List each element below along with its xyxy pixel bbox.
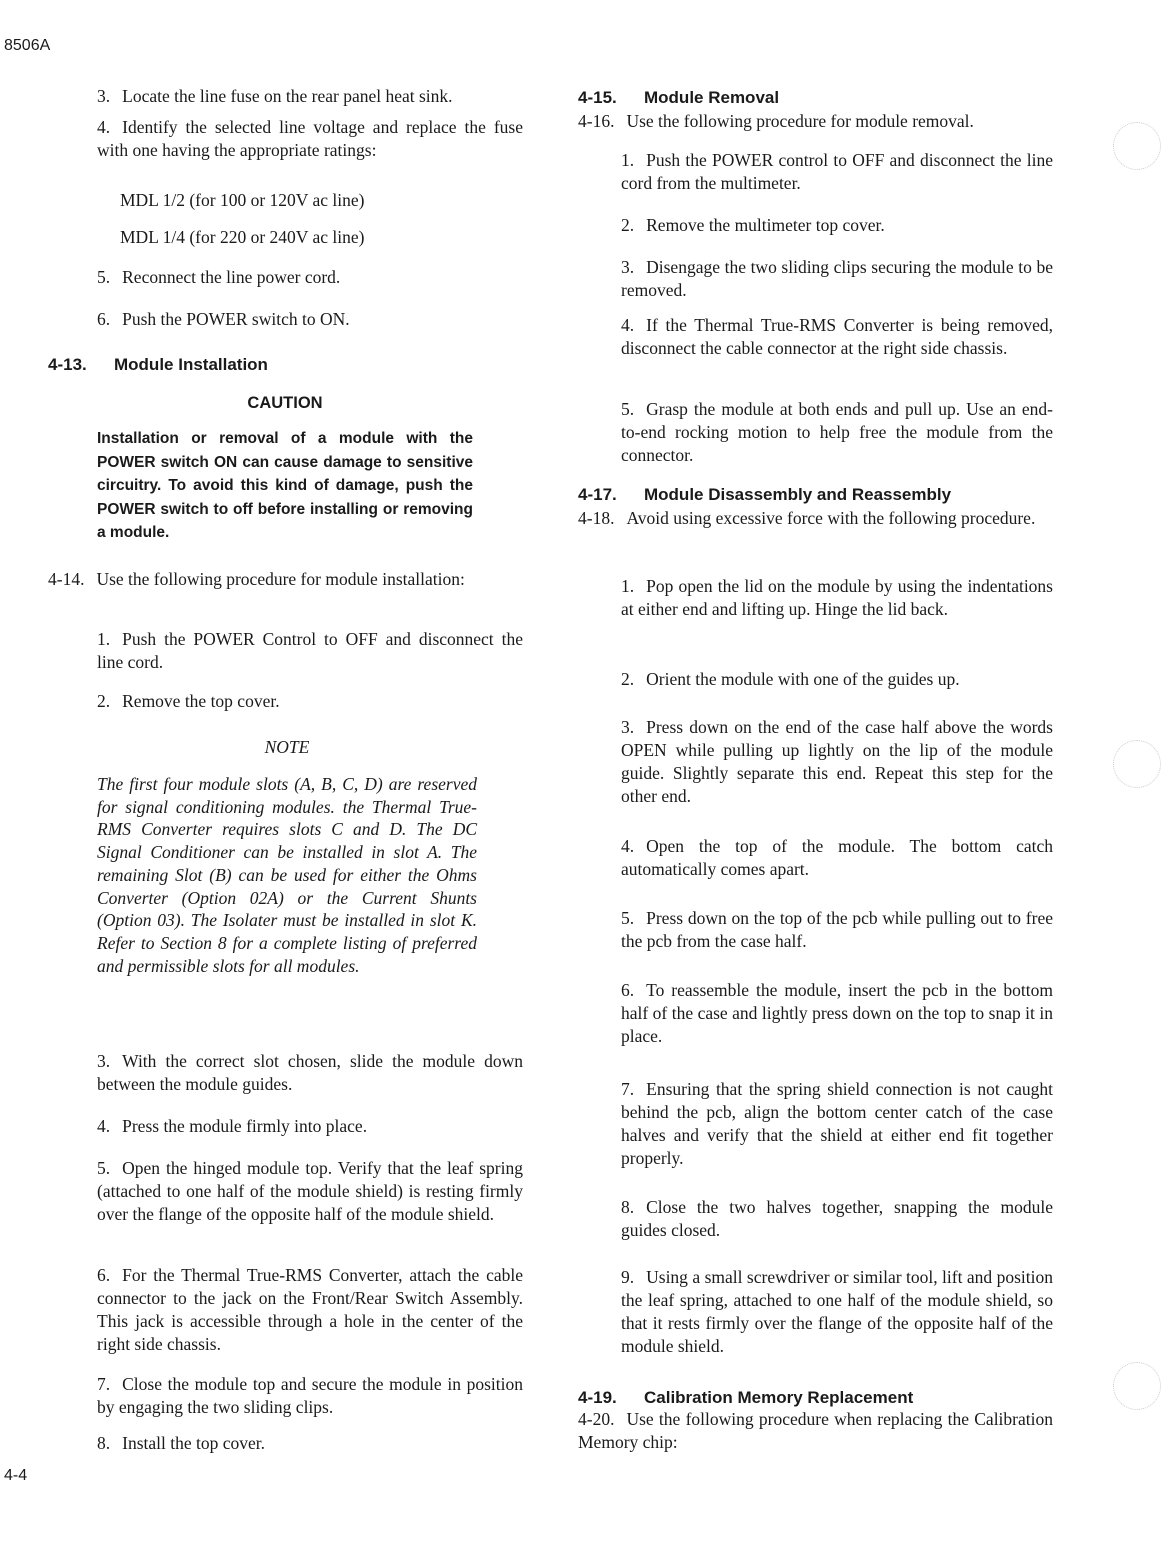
step-number: 5. bbox=[97, 1158, 111, 1178]
step bbox=[97, 266, 523, 289]
step-text: Press down on the end of the case half above the words OPEN while pulling up lightly on the lip of the module guide. Slightly separate this end. Repeat this step for the other end. bbox=[621, 717, 1053, 806]
step-text: Grasp the module at both ends and pull up. Use an end-to-end rocking motion to help free the module from the connector. bbox=[621, 399, 1053, 465]
step-text: Push the POWER Control to OFF and disconnect the line cord. bbox=[97, 629, 523, 672]
step-number: 2. bbox=[97, 691, 111, 711]
step-text: If the Thermal True-RMS Converter is being removed, disconnect the cable connector at the right side chassis. bbox=[621, 315, 1053, 358]
paragraph bbox=[578, 1408, 1053, 1454]
step bbox=[621, 314, 1053, 360]
caution-title: CAUTION bbox=[247, 394, 323, 412]
step-text: Remove the top cover. bbox=[122, 691, 280, 711]
paragraph-text: Use the following procedure for module installation: bbox=[96, 569, 465, 589]
step-text: Locate the line fuse on the rear panel heat sink. bbox=[122, 86, 453, 106]
paragraph bbox=[48, 568, 523, 591]
paragraph-text: Use the following procedure for module removal. bbox=[626, 111, 974, 131]
step bbox=[621, 668, 1053, 691]
step-text: Remove the multimeter top cover. bbox=[646, 215, 885, 235]
step bbox=[621, 835, 1053, 881]
step-number: 4. bbox=[621, 315, 635, 335]
step-text: Press down on the top of the pcb while pulling out to free the pcb from the case half. bbox=[621, 908, 1053, 951]
step-number: 7. bbox=[97, 1374, 111, 1394]
step-text: Identify the selected line voltage and replace the fuse with one having the appropriate ratings: bbox=[97, 117, 523, 160]
step-number: 5. bbox=[97, 267, 111, 287]
binder-hole bbox=[1113, 1362, 1161, 1410]
step-text: Pop open the lid on the module by using the indentations at either end and lifting up. Hinge the lid back. bbox=[621, 576, 1053, 619]
step-text: Open the hinged module top. Verify that the leaf spring (attached to one half of the module shield) is resting firmly over the flange of the opposite half of the module shield. bbox=[97, 1158, 523, 1224]
note-title: NOTE bbox=[264, 737, 310, 757]
step-number: 1. bbox=[97, 629, 111, 649]
step-number: 4. bbox=[621, 836, 635, 856]
fuse-rating: MDL 1/2 (for 100 or 120V ac line) bbox=[120, 190, 365, 210]
section-heading bbox=[578, 483, 951, 506]
step-number: 3. bbox=[97, 1051, 111, 1071]
step-number: 8. bbox=[97, 1433, 111, 1453]
step bbox=[621, 1266, 1053, 1358]
step-number: 5. bbox=[621, 908, 635, 928]
step bbox=[97, 308, 523, 331]
paragraph-text: Avoid using excessive force with the following procedure. bbox=[626, 508, 1036, 528]
step-text: Reconnect the line power cord. bbox=[122, 267, 341, 287]
step-number: 7. bbox=[621, 1079, 635, 1099]
section-title: Calibration Memory Replacement bbox=[644, 1388, 914, 1407]
step bbox=[97, 1157, 523, 1226]
step-text: Ensuring that the spring shield connection is not caught behind the pcb, align the bottom center catch of the case halves and verify that the shield at either end fit together properly. bbox=[621, 1079, 1053, 1168]
step bbox=[621, 979, 1053, 1048]
page-number: 4-4 bbox=[4, 1467, 28, 1484]
step-text: Disengage the two sliding clips securing the module to be removed. bbox=[621, 257, 1053, 300]
step-number: 6. bbox=[97, 309, 111, 329]
section-title: Module Installation bbox=[114, 355, 268, 374]
step-number: 6. bbox=[97, 1265, 111, 1285]
caution-text: Installation or removal of a module with the POWER switch ON can cause damage to sensitive circuitry. To avoid this kind of damage, push the POWER switch to off before installing or removing a module. bbox=[97, 430, 473, 541]
paragraph-number: 4-14. bbox=[48, 569, 85, 589]
section-title: Module Disassembly and Reassembly bbox=[644, 485, 952, 504]
step-number: 5. bbox=[621, 399, 635, 419]
step-number: 6. bbox=[621, 980, 635, 1000]
step bbox=[97, 690, 523, 713]
step-text: For the Thermal True-RMS Converter, attach the cable connector to the jack on the Front/Rear Switch Assembly. This jack is accessible through a hole in the center of the right side chassis. bbox=[97, 1265, 523, 1354]
step-number: 8. bbox=[621, 1197, 635, 1217]
step bbox=[621, 907, 1053, 953]
paragraph-number: 4-18. bbox=[578, 508, 615, 528]
section-number: 4-19. bbox=[578, 1388, 617, 1407]
step-number: 1. bbox=[621, 576, 635, 596]
step bbox=[97, 116, 523, 162]
step bbox=[97, 1432, 523, 1455]
step-text: Close the module top and secure the module in position by engaging the two sliding clips. bbox=[97, 1374, 523, 1417]
step bbox=[97, 1115, 523, 1138]
note-text: The first four module slots (A, B, C, D) are reserved for signal conditioning modules. the Thermal True-RMS Converter requires slots C and D. The DC Signal Conditioner can be installed in slot A. The remaining Slot (B) can be used for either the Ohms Converter (Option 02A) or the Current Shunts (Option 03). The Isolater must be installed in slot K. Refer to Section 8 for a complete listing of preferred and permissible slots for all modules. bbox=[97, 774, 477, 976]
paragraph bbox=[578, 110, 1053, 133]
binder-hole bbox=[1113, 740, 1161, 788]
step-text: Using a small screwdriver or similar tool, lift and position the leaf spring, attached to one half of the module shield, so that it rests firmly over the flange of the opposite half of the module shield. bbox=[621, 1267, 1053, 1356]
step-text: With the correct slot chosen, slide the module down between the module guides. bbox=[97, 1051, 523, 1094]
step-number: 2. bbox=[621, 215, 635, 235]
paragraph-text: Use the following procedure when replacing the Calibration Memory chip: bbox=[578, 1409, 1053, 1452]
step-number: 9. bbox=[621, 1267, 635, 1287]
step bbox=[621, 149, 1053, 195]
section-number: 4-17. bbox=[578, 485, 617, 504]
step bbox=[97, 628, 523, 674]
step-number: 4. bbox=[97, 1116, 111, 1136]
step-number: 2. bbox=[621, 669, 635, 689]
section-heading bbox=[578, 1386, 913, 1409]
step bbox=[621, 256, 1053, 302]
paragraph-number: 4-20. bbox=[578, 1409, 615, 1429]
step bbox=[97, 1264, 523, 1356]
step-text: Open the top of the module. The bottom catch automatically comes apart. bbox=[621, 836, 1053, 879]
step-number: 3. bbox=[621, 717, 635, 737]
model-number-header: 8506A bbox=[4, 37, 51, 54]
step-text: Close the two halves together, snapping the module guides closed. bbox=[621, 1197, 1053, 1240]
step-text: Press the module firmly into place. bbox=[122, 1116, 368, 1136]
step bbox=[97, 1050, 523, 1096]
section-heading bbox=[48, 353, 268, 376]
step-number: 1. bbox=[621, 150, 635, 170]
step-text: Orient the module with one of the guides up. bbox=[646, 669, 960, 689]
step-number: 3. bbox=[621, 257, 635, 277]
binder-hole bbox=[1113, 122, 1161, 170]
step-text: Install the top cover. bbox=[122, 1433, 266, 1453]
section-heading bbox=[578, 86, 779, 109]
step bbox=[97, 1373, 523, 1419]
step-text: To reassemble the module, insert the pcb in the bottom half of the case and lightly press down on the top to snap it in place. bbox=[621, 980, 1053, 1046]
step bbox=[621, 1196, 1053, 1242]
step bbox=[621, 575, 1053, 621]
step-number: 4. bbox=[97, 117, 111, 137]
step bbox=[97, 85, 523, 108]
step bbox=[621, 214, 1053, 237]
section-title: Module Removal bbox=[644, 88, 780, 107]
paragraph bbox=[578, 507, 1053, 530]
section-number: 4-13. bbox=[48, 355, 87, 374]
step bbox=[621, 398, 1053, 467]
step bbox=[621, 1078, 1053, 1170]
fuse-rating: MDL 1/4 (for 220 or 240V ac line) bbox=[120, 227, 365, 247]
paragraph-number: 4-16. bbox=[578, 111, 615, 131]
step bbox=[621, 716, 1053, 808]
step-number: 3. bbox=[97, 86, 111, 106]
step-text: Push the POWER control to OFF and disconnect the line cord from the multimeter. bbox=[621, 150, 1053, 193]
step-text: Push the POWER switch to ON. bbox=[122, 309, 350, 329]
section-number: 4-15. bbox=[578, 88, 617, 107]
